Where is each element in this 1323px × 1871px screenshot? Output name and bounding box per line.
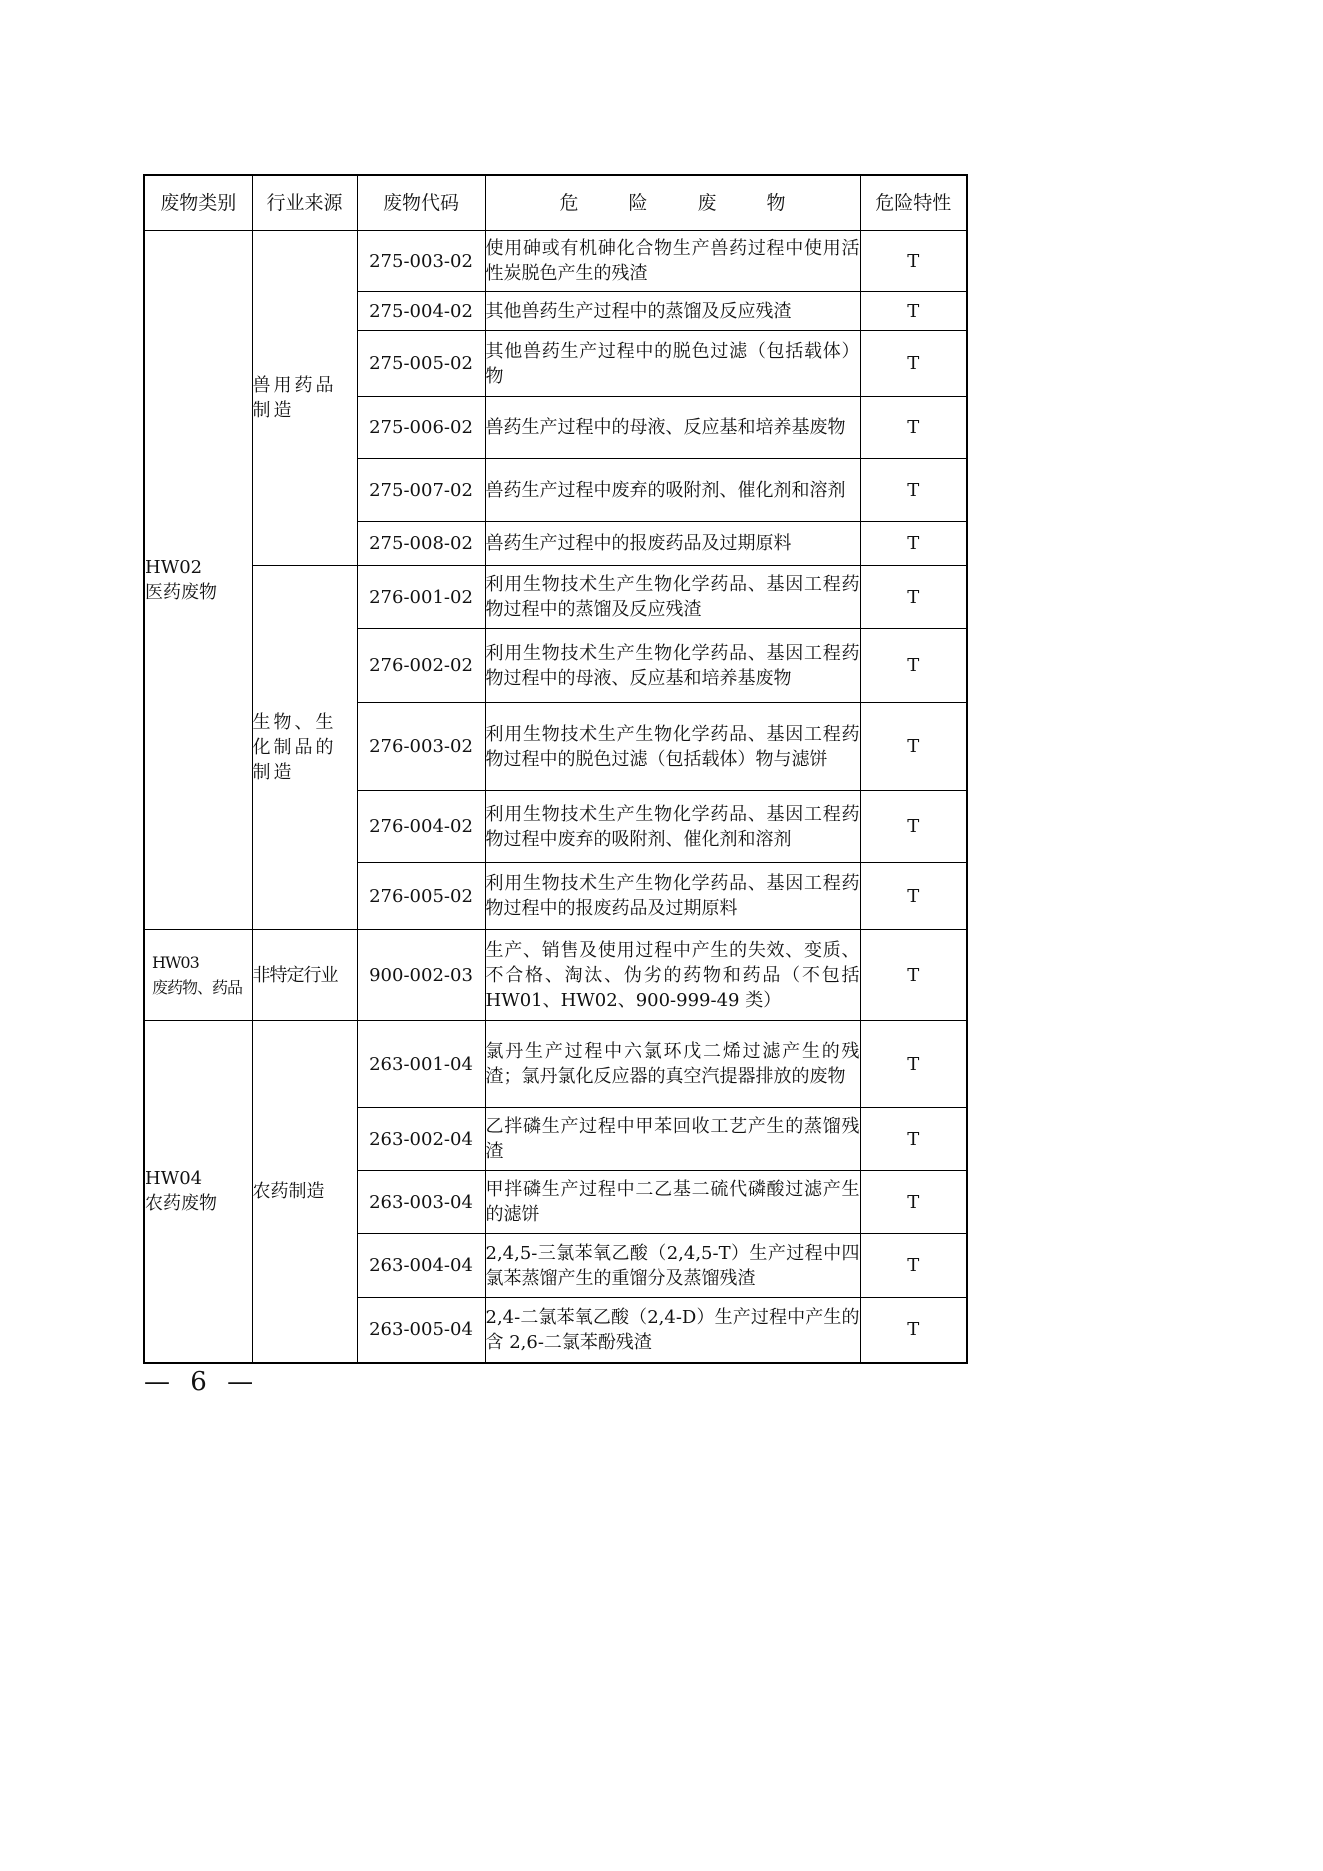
- hazardous-waste-table: [143, 174, 968, 1364]
- waste-code: 263-004-04: [357, 1234, 485, 1298]
- waste-description: 利用生物技术生产生物化学药品、基因工程药物过程中的蒸馏及反应残渣: [485, 566, 860, 629]
- hazard-characteristic: T: [860, 629, 967, 703]
- category-name: 废药物、药品: [152, 978, 243, 997]
- table-row: [144, 566, 967, 629]
- hazard-characteristic: T: [860, 930, 967, 1021]
- hazard-characteristic: T: [860, 459, 967, 522]
- waste-description: 利用生物技术生产生物化学药品、基因工程药物过程中废弃的吸附剂、催化剂和溶剂: [485, 791, 860, 863]
- header-industry-source: 行业来源: [252, 175, 357, 231]
- waste-code: 900-002-03: [357, 930, 485, 1021]
- page-number: — 6 —: [144, 1367, 260, 1397]
- waste-description: 其他兽药生产过程中的脱色过滤（包括载体）物: [485, 331, 860, 397]
- category-code: HW02: [145, 557, 203, 578]
- source-cell: 非特定行业: [252, 930, 357, 1021]
- waste-description: 利用生物技术生产生物化学药品、基因工程药物过程中的母液、反应基和培养基废物: [485, 629, 860, 703]
- waste-code: 263-001-04: [357, 1021, 485, 1108]
- table-header-row: [144, 175, 967, 231]
- hazard-characteristic: T: [860, 292, 967, 331]
- table-row: [144, 930, 967, 1021]
- waste-code: 276-004-02: [357, 791, 485, 863]
- waste-code: 275-006-02: [357, 397, 485, 459]
- waste-description: 生产、销售及使用过程中产生的失效、变质、不合格、淘汰、伪劣的药物和药品（不包括 HW01、HW02、900-999-49 类）: [485, 930, 860, 1021]
- waste-description: 甲拌磷生产过程中二乙基二硫代磷酸过滤产生的滤饼: [485, 1171, 860, 1234]
- waste-description: 2,4-二氯苯氧乙酸（2,4-D）生产过程中产生的含 2,6-二氯苯酚残渣: [485, 1298, 860, 1363]
- waste-description: 2,4,5-三氯苯氧乙酸（2,4,5-T）生产过程中四氯苯蒸馏产生的重馏分及蒸馏残渣: [485, 1234, 860, 1298]
- waste-code: 276-003-02: [357, 703, 485, 791]
- waste-code: 276-005-02: [357, 863, 485, 930]
- hazard-characteristic: T: [860, 1021, 967, 1108]
- category-name: 农药废物: [145, 1193, 217, 1215]
- hazard-characteristic: T: [860, 231, 967, 292]
- waste-code: 276-002-02: [357, 629, 485, 703]
- waste-code: 263-003-04: [357, 1171, 485, 1234]
- hazard-characteristic: T: [860, 522, 967, 566]
- waste-code: 276-001-02: [357, 566, 485, 629]
- hazard-characteristic: T: [860, 703, 967, 791]
- header-hazardous-waste: 危 险 废 物: [485, 175, 860, 231]
- waste-code: 275-007-02: [357, 459, 485, 522]
- waste-description: 其他兽药生产过程中的蒸馏及反应残渣: [485, 292, 860, 331]
- hazard-characteristic: T: [860, 1234, 967, 1298]
- waste-description: 利用生物技术生产生物化学药品、基因工程药物过程中的脱色过滤（包括载体）物与滤饼: [485, 703, 860, 791]
- category-cell-hw04: [144, 1021, 252, 1363]
- waste-code: 275-004-02: [357, 292, 485, 331]
- category-cell-hw02: [144, 231, 252, 930]
- waste-description: 使用砷或有机砷化合物生产兽药过程中使用活性炭脱色产生的残渣: [485, 231, 860, 292]
- waste-code: 275-008-02: [357, 522, 485, 566]
- waste-description: 兽药生产过程中的母液、反应基和培养基废物: [485, 397, 860, 459]
- table-row: [144, 231, 967, 292]
- waste-code: 275-005-02: [357, 331, 485, 397]
- waste-description: 氯丹生产过程中六氯环戊二烯过滤产生的残渣；氯丹氯化反应器的真空汽提器排放的废物: [485, 1021, 860, 1108]
- category-code: HW03: [152, 953, 199, 972]
- category-cell-hw03: [144, 930, 252, 1021]
- hazard-characteristic: T: [860, 791, 967, 863]
- waste-description: 兽药生产过程中废弃的吸附剂、催化剂和溶剂: [485, 459, 860, 522]
- waste-code: 263-002-04: [357, 1108, 485, 1171]
- header-waste-category: 废物类别: [144, 175, 252, 231]
- waste-description: 乙拌磷生产过程中甲苯回收工艺产生的蒸馏残渣: [485, 1108, 860, 1171]
- hazard-characteristic: T: [860, 863, 967, 930]
- hazard-characteristic: T: [860, 1171, 967, 1234]
- hazard-characteristic: T: [860, 566, 967, 629]
- waste-code: 263-005-04: [357, 1298, 485, 1363]
- hazard-characteristic: T: [860, 1298, 967, 1363]
- header-hazard-characteristic: 危险特性: [860, 175, 967, 231]
- header-waste-code: 废物代码: [357, 175, 485, 231]
- source-cell: 兽用药品制造: [252, 231, 357, 566]
- waste-description: 利用生物技术生产生物化学药品、基因工程药物过程中的报废药品及过期原料: [485, 863, 860, 930]
- source-cell: 农药制造: [252, 1021, 357, 1363]
- table-row: [144, 1021, 967, 1108]
- category-name: 医药废物: [145, 582, 217, 603]
- category-code: HW04: [145, 1168, 203, 1190]
- hazard-characteristic: T: [860, 1108, 967, 1171]
- waste-code: 275-003-02: [357, 231, 485, 292]
- source-cell: 生物、生化制品的制造: [252, 566, 357, 930]
- hazard-characteristic: T: [860, 397, 967, 459]
- hazard-characteristic: T: [860, 331, 967, 397]
- waste-description: 兽药生产过程中的报废药品及过期原料: [485, 522, 860, 566]
